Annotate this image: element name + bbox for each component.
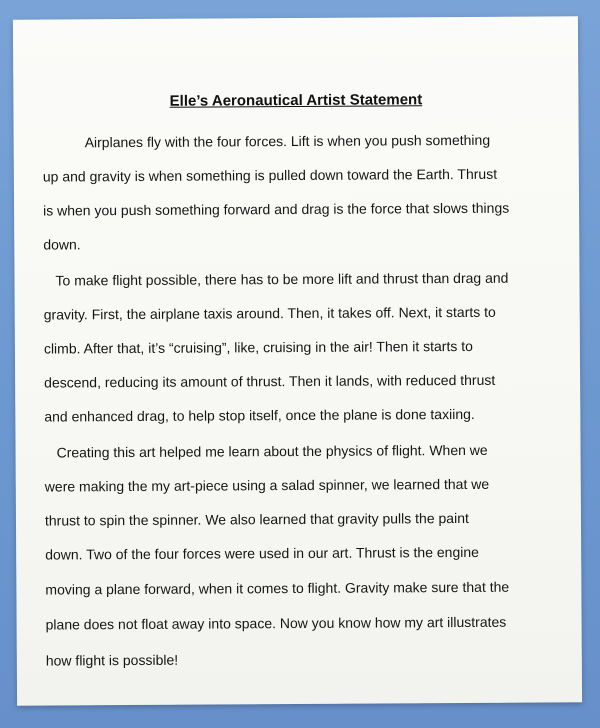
paper-sheet: [13, 16, 582, 705]
paragraph-3-line-1: Creating this art helped me learn about the physics of flight. When we: [56, 441, 488, 461]
paragraph-1-line-3: is when you push something forward and drag is the force that slows things: [43, 199, 510, 219]
paragraph-2-line-3: climb. After that, it’s “cruising”, like, cruising in the air! Then it starts to: [43, 337, 473, 357]
paragraph-3-line-7: how flight is possible!: [45, 651, 179, 669]
paragraph-1-line-2: up and gravity is when something is pulled down toward the Earth. Thrust: [42, 165, 498, 185]
paragraph-3-line-4: down. Two of the four forces were used in our art. Thrust is the engine: [45, 543, 479, 563]
paragraph-3-line-2: were making the my art-piece using a salad spinner, we learned that we: [44, 475, 490, 495]
paragraph-3-line-5: moving a plane forward, when it comes to flight. Gravity make sure that the: [45, 578, 510, 598]
paragraph-2-line-1: To make flight possible, there has to be more lift and thrust than drag and: [55, 269, 509, 289]
paragraph-2-line-4: descend, reducing its amount of thrust. Then it lands, with reduced thrust: [44, 371, 496, 391]
paragraph-2-line-2: gravity. First, the airplane taxis around. Then, it takes off. Next, it starts to: [43, 303, 496, 323]
paragraph-3-line-3: thrust to spin the spinner. We also learned that gravity pulls the paint: [44, 509, 469, 529]
paragraph-3-line-6: plane does not float away into space. Now you know how my art illustrates: [45, 613, 507, 633]
paragraph-1-line-1: Airplanes fly with the four forces. Lift is when you push something: [84, 131, 491, 151]
paragraph-2-line-5: and enhanced drag, to help stop itself, once the plane is done taxiing.: [44, 405, 475, 425]
paragraph-1-line-4: down.: [43, 236, 81, 253]
document-title: Elle’s Aeronautical Artist Statement: [169, 91, 423, 110]
